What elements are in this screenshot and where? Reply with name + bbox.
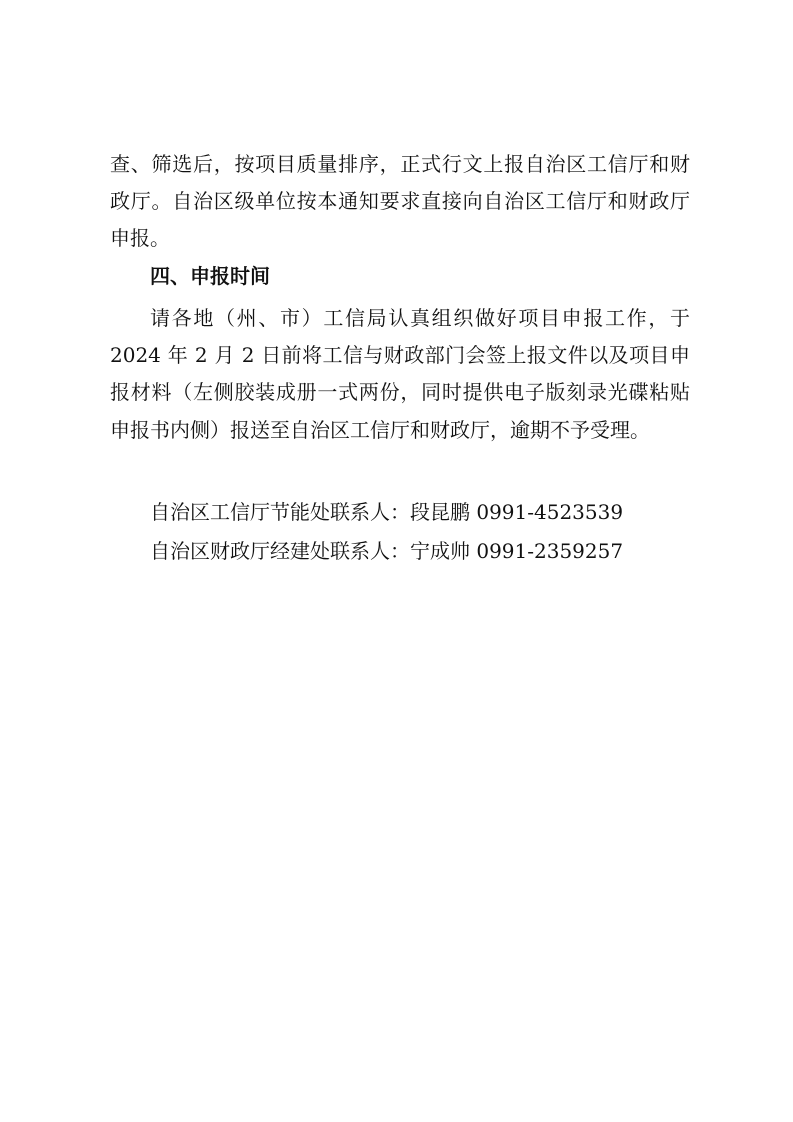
- paragraph-line: 2024 年 2 月 2 日前将工信与财政部门会签上报文件以及项目申: [110, 343, 690, 367]
- contact-line: 自治区财政厅经建处联系人：宁成帅 0991-2359257: [150, 539, 624, 563]
- paragraph-line: 申报书内侧）报送至自治区工信厅和财政厅，逾期不予受理。: [110, 418, 650, 442]
- paragraph-line: 请各地（州、市）工信局认真组织做好项目申报工作，于: [150, 306, 690, 330]
- paragraph-line: 报材料（左侧胶装成册一式两份，同时提供电子版刻录光碟粘贴: [110, 380, 690, 404]
- paragraph-line: 政厅。自治区级单位按本通知要求直接向自治区工信厅和财政厅: [110, 189, 690, 213]
- contact-line: 自治区工信厅节能处联系人：段昆鹏 0991-4523539: [150, 500, 624, 524]
- paragraph-line: 申报。: [110, 226, 170, 250]
- paragraph-line: 查、筛选后，按项目质量排序，正式行文上报自治区工信厅和财: [110, 152, 690, 176]
- section-heading: 四、申报时间: [150, 264, 270, 288]
